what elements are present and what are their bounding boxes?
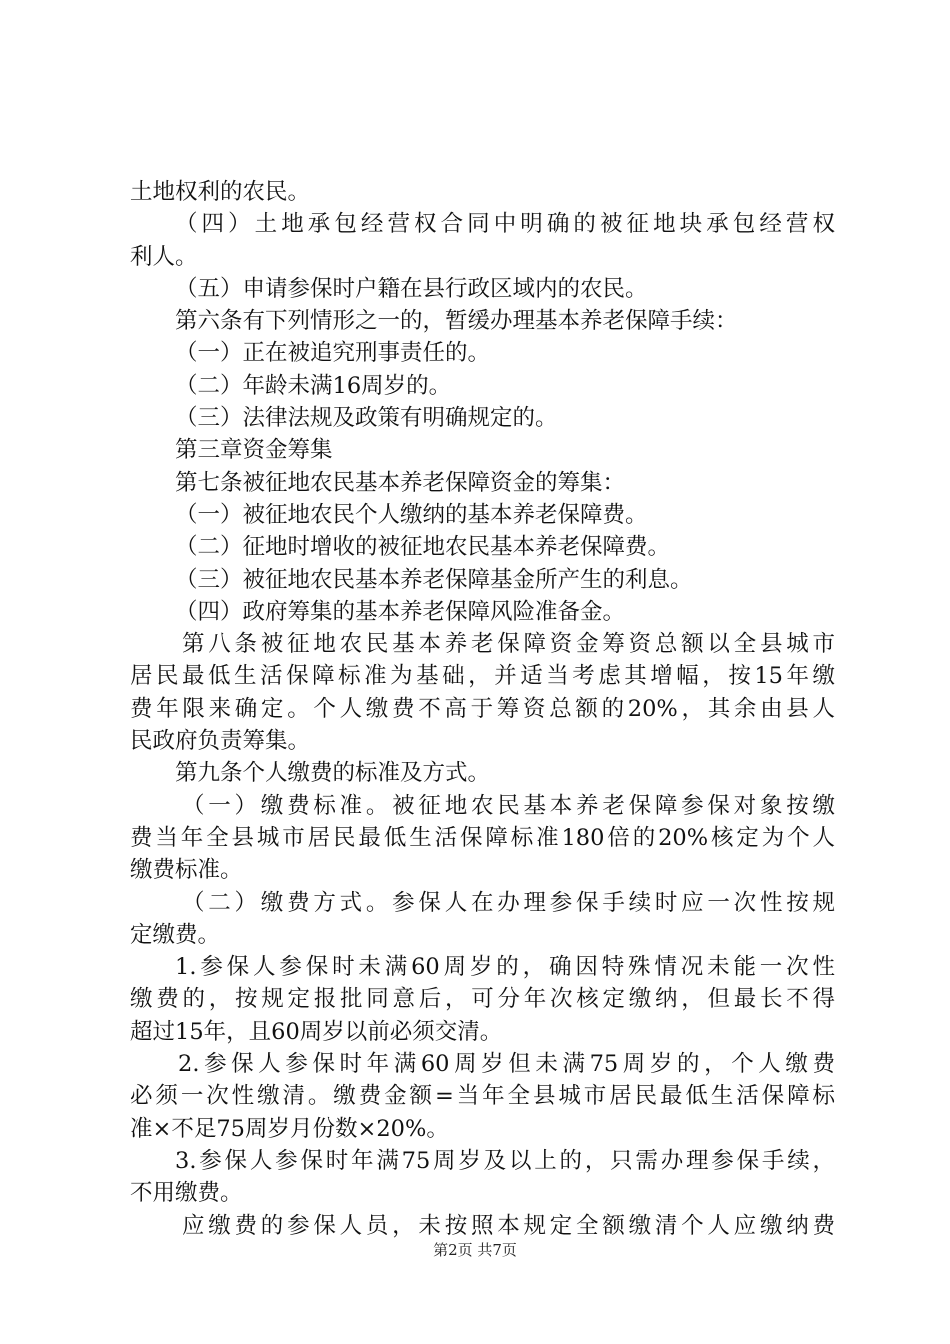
document-line: 缴费标准。 (130, 857, 243, 884)
document-line: （三）被征地农民基本养老保障基金所产生的利息。 (175, 566, 693, 593)
document-line: 费当年全县城市居民最低生活保障标准180倍的20%核定为个人 (130, 824, 835, 851)
document-body (130, 176, 835, 1242)
document-line: 第九条个人缴费的标准及方式。 (175, 760, 491, 787)
document-line: （四）政府筹集的基本养老保障风险准备金。 (175, 598, 626, 625)
document-line: （五）申请参保时户籍在县行政区域内的农民。 (175, 275, 648, 302)
document-line: 1.参保人参保时未满60周岁的，确因特殊情况未能一次性 (175, 954, 835, 981)
document-line: 应缴费的参保人员，未按照本规定全额缴清个人应缴纳费 (182, 1212, 835, 1239)
document-line: 居民最低生活保障标准为基础，并适当考虑其增幅，按15年缴 (130, 663, 835, 690)
document-line: 第六条有下列情形之一的，暂缓办理基本养老保障手续： (175, 308, 738, 335)
document-line: 土地权利的农民。 (130, 179, 311, 205)
document-line: （二）征地时增收的被征地农民基本养老保障费。 (175, 534, 671, 561)
document-line: （四）土地承包经营权合同中明确的被征地块承包经营权 (175, 211, 835, 238)
page-footer: 第2页 共7页 (433, 1241, 517, 1259)
document-line: （一）被征地农民个人缴纳的基本养老保障费。 (175, 501, 648, 528)
document-line: （一）缴费标准。被征地农民基本养老保障参保对象按缴 (182, 792, 835, 819)
document-line: （一）正在被追究刑事责任的。 (175, 340, 491, 367)
document-line: 第七条被征地农民基本养老保障资金的筹集： (175, 469, 626, 496)
document-line: 第八条被征地农民基本养老保障资金筹资总额以全县城市 (182, 631, 835, 658)
document-line: 准×不足75周岁月份数×20%。 (130, 1115, 449, 1142)
document-line: 2.参保人参保时年满60周岁但未满75周岁的，个人缴费 (178, 1051, 835, 1078)
document-line: 利人。 (130, 243, 198, 270)
document-line: 缴费的，按规定报批同意后，可分年次核定缴纳，但最长不得 (130, 986, 835, 1013)
document-line: （二）年龄未满16周岁的。 (175, 372, 452, 399)
document-line: 不用缴费。 (130, 1180, 243, 1207)
document-line: 民政府负责筹集。 (130, 728, 311, 755)
document-line: 费年限来确定。个人缴费不高于筹资总额的20%，其余由县人 (130, 695, 835, 722)
document-line: 第三章资金筹集 (175, 437, 333, 464)
document-line: （三）法律法规及政策有明确规定的。 (175, 405, 558, 432)
document-line: 必须一次性缴清。缴费金额=当年全县城市居民最低生活保障标 (130, 1083, 835, 1110)
document-line: 3.参保人参保时年满75周岁及以上的，只需办理参保手续， (175, 1147, 835, 1174)
document-line: 定缴费。 (130, 921, 221, 948)
document-line: 超过15年，且60周岁以前必须交清。 (130, 1018, 503, 1045)
document-line: （二）缴费方式。参保人在办理参保手续时应一次性按规 (182, 889, 835, 916)
